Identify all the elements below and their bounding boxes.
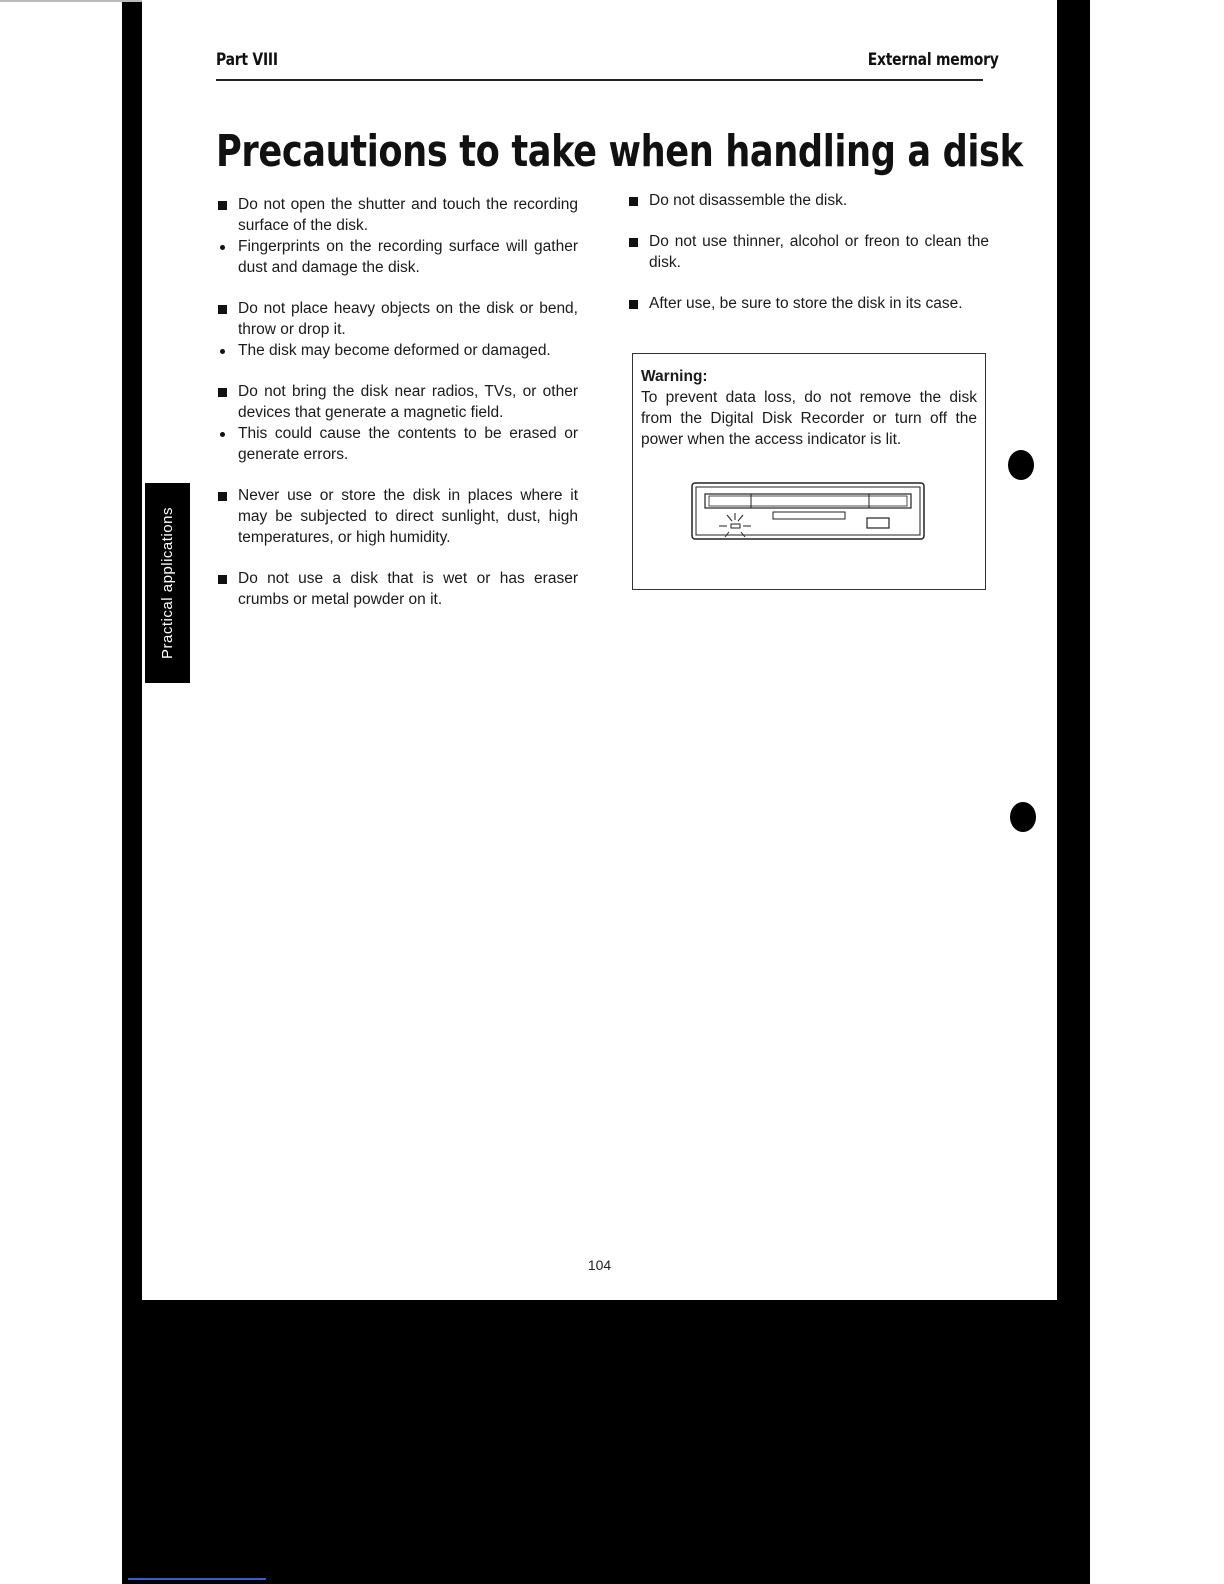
side-tab-label: Practical applications xyxy=(159,507,176,659)
square-bullet-icon xyxy=(218,575,227,584)
square-bullet-icon xyxy=(218,305,227,314)
item-text: Do not use thinner, alcohol or freon to clean the disk. xyxy=(649,233,989,271)
list-item xyxy=(218,298,578,361)
manual-page xyxy=(142,0,1057,1300)
page-title: Precautions to take when handling a disk xyxy=(216,126,1023,177)
warning-text: To prevent data loss, do not remove the disk from the Digital Disk Recorder or turn off the power when the access indicator is lit. xyxy=(641,389,977,448)
item-text: Do not place heavy objects on the disk or bend, throw or drop it. xyxy=(238,300,578,338)
list-item xyxy=(218,568,578,610)
left-column xyxy=(218,194,578,630)
right-margin xyxy=(1090,0,1224,1584)
left-margin xyxy=(0,0,122,1584)
square-bullet-icon xyxy=(629,238,638,247)
list-item xyxy=(218,381,578,465)
square-bullet-icon xyxy=(218,201,227,210)
list-item xyxy=(218,194,578,278)
warning-box xyxy=(632,353,986,590)
item-text: Do not use a disk that is wet or has eraser crumbs or metal powder on it. xyxy=(238,570,578,608)
item-note: The disk may become deformed or damaged. xyxy=(238,342,551,359)
bottom-link-bar[interactable] xyxy=(128,1578,266,1580)
dot-bullet-icon xyxy=(220,349,225,354)
part-label: Part VIII xyxy=(216,50,278,70)
page-number: 104 xyxy=(587,1257,612,1273)
item-note: Fingerprints on the recording surface will gather dust and damage the disk. xyxy=(238,238,578,276)
binder-hole xyxy=(1010,802,1036,832)
square-bullet-icon xyxy=(218,388,227,397)
warning-title: Warning: xyxy=(641,368,708,385)
disk-drive-icon xyxy=(691,482,925,542)
item-text: Do not disassemble the disk. xyxy=(649,192,848,209)
header-rule xyxy=(216,79,983,81)
list-item xyxy=(218,485,578,548)
list-item xyxy=(629,231,989,273)
dot-bullet-icon xyxy=(220,245,225,250)
item-text: Do not open the shutter and touch the recording surface of the disk. xyxy=(238,196,578,234)
list-item xyxy=(629,293,989,314)
list-item xyxy=(629,190,989,211)
item-note: This could cause the contents to be erased or generate errors. xyxy=(238,425,578,463)
square-bullet-icon xyxy=(218,492,227,501)
section-label: External memory xyxy=(868,50,999,70)
side-tab xyxy=(145,483,190,683)
dot-bullet-icon xyxy=(220,432,225,437)
item-text: Do not bring the disk near radios, TVs, or other devices that generate a magnetic field. xyxy=(238,383,578,421)
item-text: After use, be sure to store the disk in its case. xyxy=(649,295,963,312)
square-bullet-icon xyxy=(629,197,638,206)
right-column xyxy=(629,190,989,334)
square-bullet-icon xyxy=(629,300,638,309)
item-text: Never use or store the disk in places where it may be subjected to direct sunlight, dust, high temperatures, or high humidity. xyxy=(238,487,578,546)
binder-hole xyxy=(1008,450,1034,480)
